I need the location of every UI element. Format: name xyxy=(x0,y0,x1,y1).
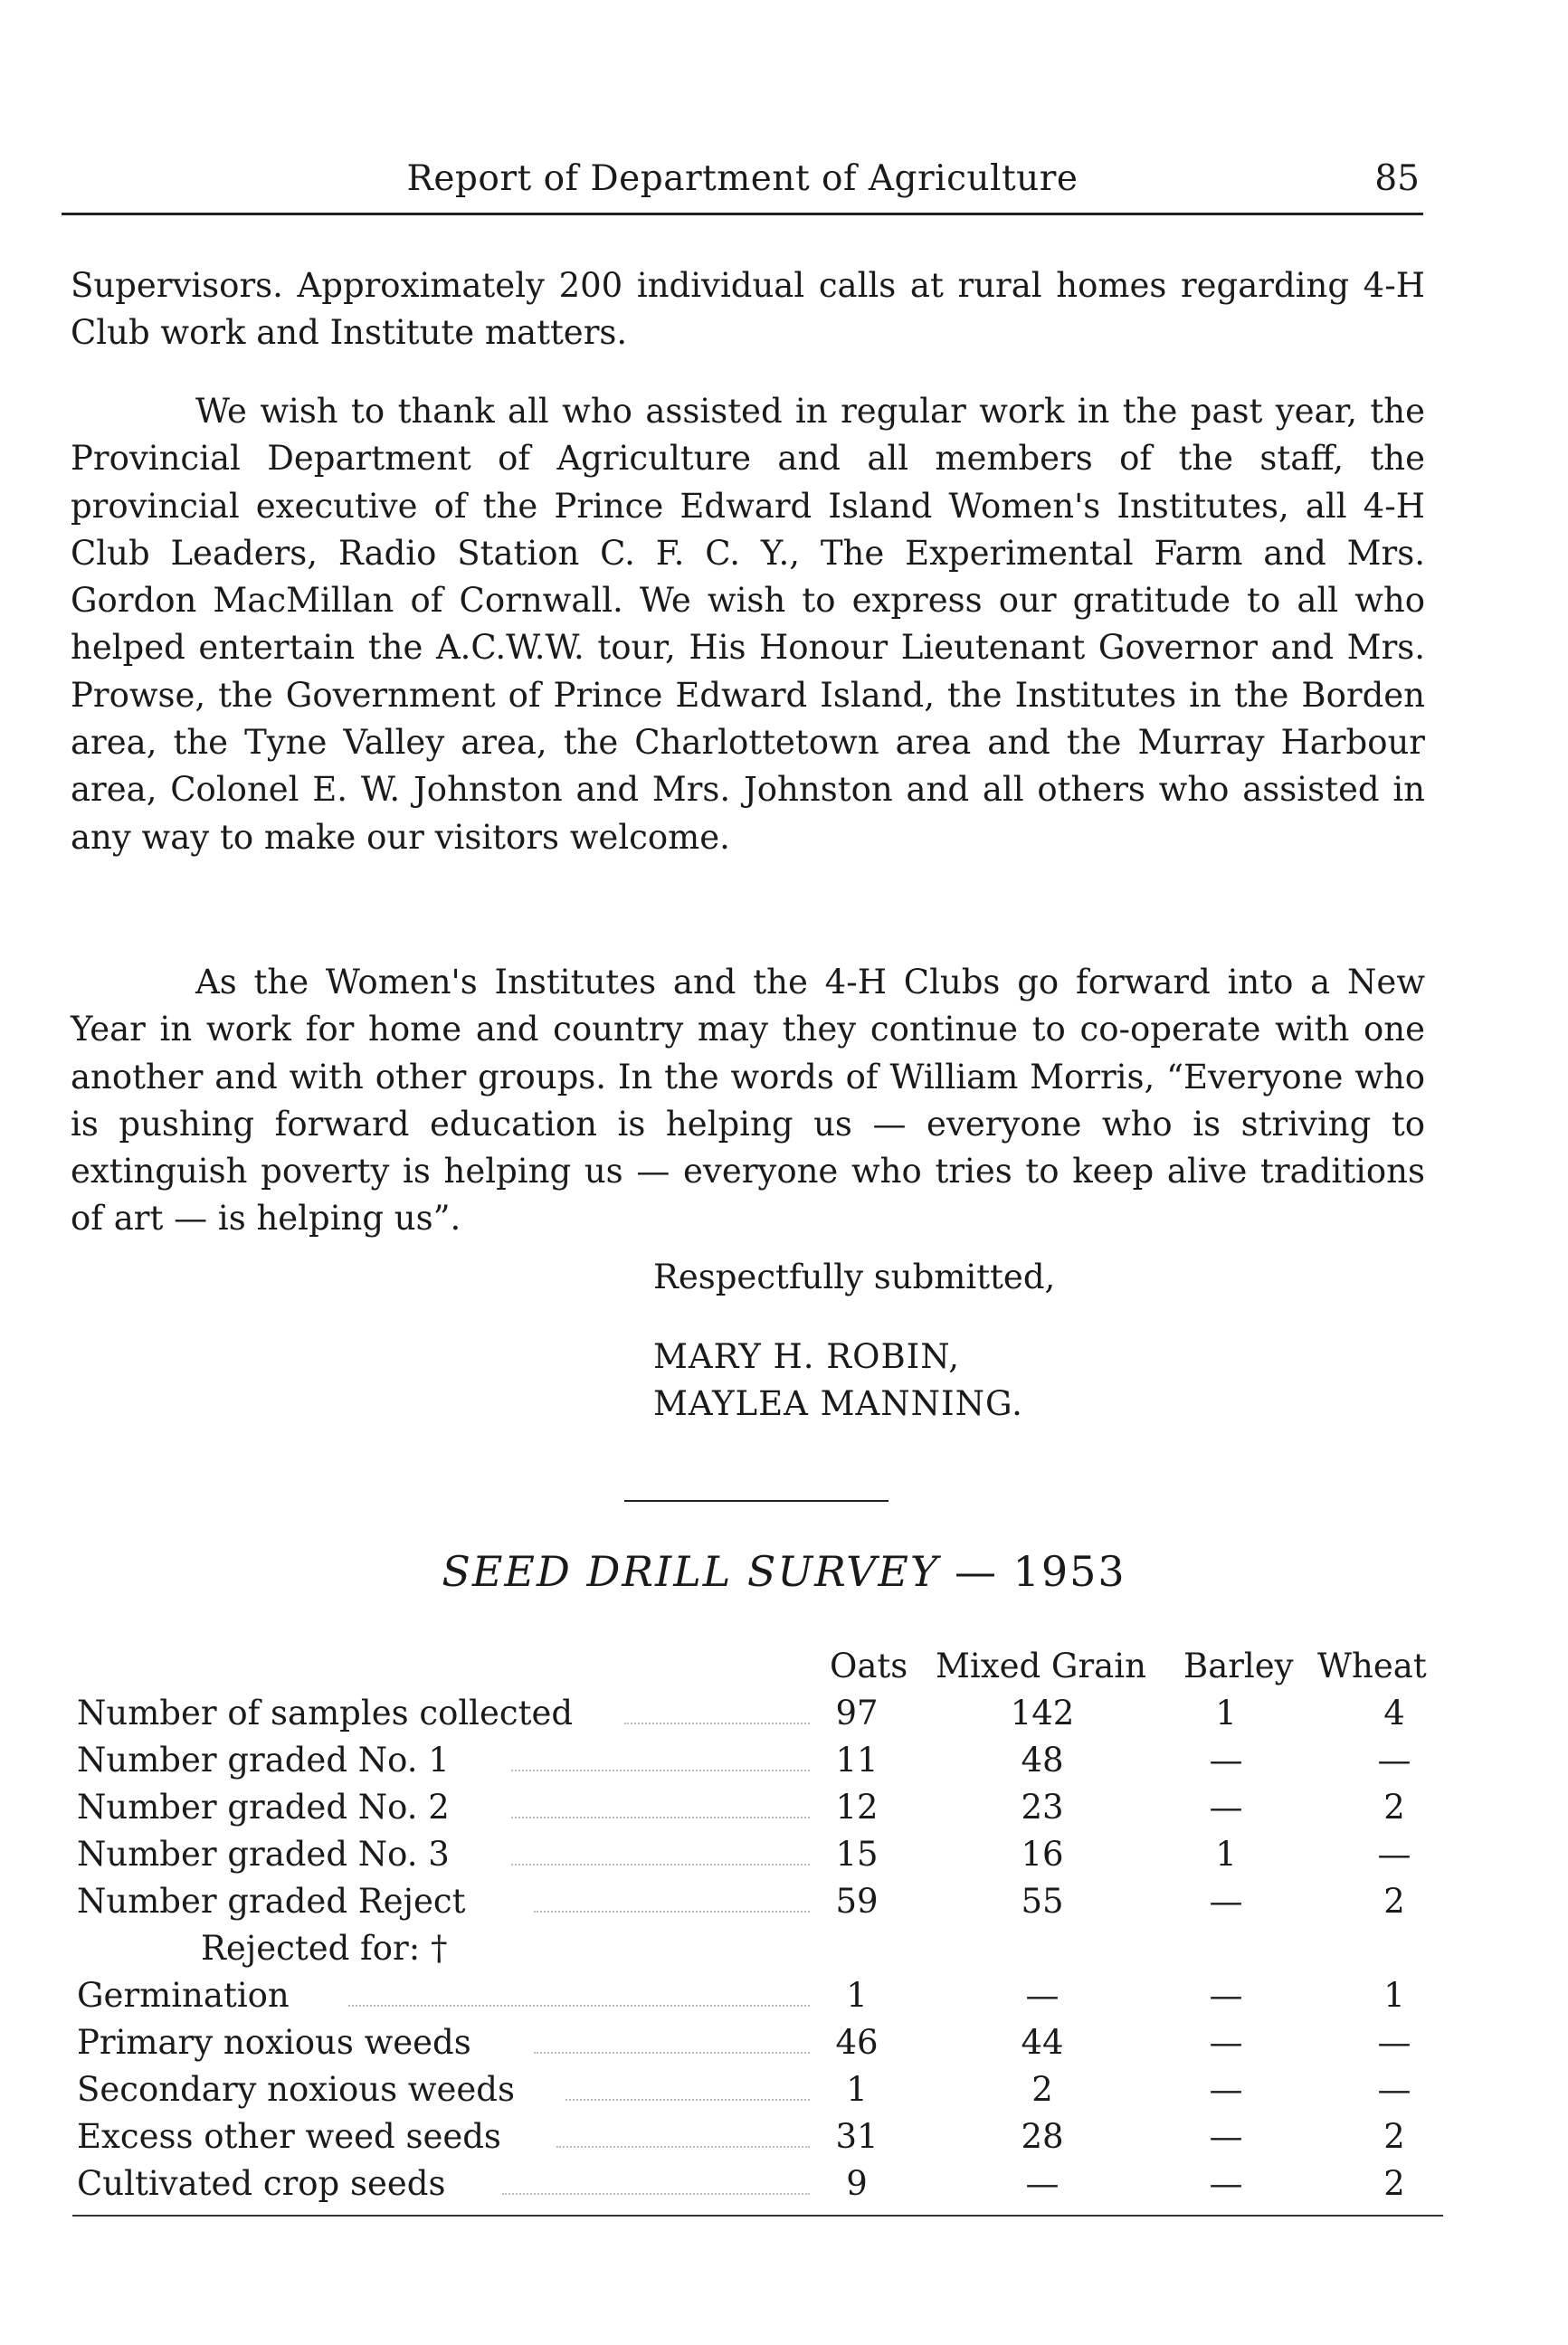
table-row xyxy=(0,1835,1568,1882)
cell-oats: 1 xyxy=(846,1976,868,2015)
cell-mixed-grain: 142 xyxy=(1010,1694,1075,1733)
paragraph-closing: As the Women's Institutes and the 4-H Clubs go forward into a New Year in work for home and country may they continue to co-operate with one another and with other groups. In the words of William Morris, “Everyone who is pushing forward education is helping us — everyone who is striving to extinguish poverty is helping us — everyone who tries to keep alive traditions of art — is helping us”. xyxy=(71,963,1425,1239)
signatory: MAYLEA MANNING. xyxy=(653,1384,1023,1423)
table-row xyxy=(0,2023,1568,2070)
cell-oats: 59 xyxy=(835,1882,879,1921)
dot-leader xyxy=(511,1770,810,1771)
cell-oats: 12 xyxy=(835,1788,879,1827)
row-label: Number graded No. 2 xyxy=(77,1788,450,1827)
cell-mixed-grain: — xyxy=(1025,2164,1060,2203)
table-title-main: SEED DRILL SURVEY xyxy=(442,1547,940,1596)
cell-wheat: 2 xyxy=(1383,1882,1405,1921)
row-label: Germination xyxy=(77,1976,290,2015)
paragraph-thanks: We wish to thank all who assisted in regular work in the past year, the Provincial Department of Agriculture and all members of the staff, the provincial executive of the Prince Edward Island Women's Institutes, all 4-H Club Leaders, Radio Station C. F. C. Y., The Experimental Farm and Mrs. Gordon MacMillan of Cornwall. We wish to express our gratitude to all who helped entertain the A.C.W.W. tour, His Honour Lieutenant Governor and Mrs. Prowse, the Government of Prince Edward Island, the Institutes in the Borden area, the Tyne Valley area, the Charlottetown area and the Murray Harbour area, Colonel E. W. Johnston and Mrs. Johnston and all others who assisted in any way to make our visitors welcome. xyxy=(71,392,1425,857)
dot-leader xyxy=(534,1911,810,1913)
cell-mixed-grain: 28 xyxy=(1021,2117,1064,2156)
row-label: Number of samples collected xyxy=(77,1694,574,1733)
cell-wheat: 2 xyxy=(1383,2164,1405,2203)
row-label: Secondary noxious weeds xyxy=(77,2070,515,2109)
table-row xyxy=(0,1929,1568,1976)
cell-wheat: 1 xyxy=(1383,1976,1405,2015)
cell-mixed-grain: 44 xyxy=(1021,2023,1064,2062)
table-row xyxy=(0,1694,1568,1741)
table-row xyxy=(0,1882,1568,1929)
cell-wheat: — xyxy=(1377,1835,1411,1874)
cell-wheat: 2 xyxy=(1383,2117,1405,2156)
dot-leader xyxy=(534,2052,810,2054)
row-label: Primary noxious weeds xyxy=(77,2023,471,2062)
cell-barley: — xyxy=(1209,1788,1243,1827)
cell-barley: 1 xyxy=(1215,1694,1237,1733)
dot-leader xyxy=(624,1723,810,1724)
cell-barley: — xyxy=(1209,1976,1243,2015)
row-label: Cultivated crop seeds xyxy=(77,2164,446,2203)
dot-leader xyxy=(511,1817,810,1818)
cell-oats: 31 xyxy=(835,2117,879,2156)
cell-barley: — xyxy=(1209,1741,1243,1780)
running-title: Report of Department of Agriculture xyxy=(406,158,1079,199)
row-label: Rejected for: † xyxy=(201,1929,448,1968)
cell-wheat: 2 xyxy=(1383,1788,1405,1827)
salutation: Respectfully submitted, xyxy=(653,1258,1056,1296)
cell-mixed-grain: 48 xyxy=(1021,1741,1064,1780)
paragraph-continuation: Supervisors. Approximately 200 individual calls at rural homes regarding 4-H Club work and Institute matters. xyxy=(71,266,1425,353)
row-label: Number graded Reject xyxy=(77,1882,466,1921)
cell-oats: 1 xyxy=(846,2070,868,2109)
cell-oats: 97 xyxy=(835,1694,879,1733)
cell-barley: — xyxy=(1209,2164,1243,2203)
page-number: 85 xyxy=(1374,158,1420,199)
table-title-year: — 1953 xyxy=(939,1547,1126,1596)
cell-oats: 9 xyxy=(846,2164,868,2203)
cell-wheat: — xyxy=(1377,2070,1411,2109)
row-label: Number graded No. 3 xyxy=(77,1835,450,1874)
column-header-wheat: Wheat xyxy=(1317,1647,1427,1685)
table-row xyxy=(0,1976,1568,2023)
running-header xyxy=(62,158,1423,215)
row-label: Number graded No. 1 xyxy=(77,1741,450,1780)
table-row xyxy=(0,2164,1568,2211)
dot-leader xyxy=(348,2005,810,2007)
cell-wheat: — xyxy=(1377,2023,1411,2062)
column-header-barley: Barley xyxy=(1183,1647,1294,1685)
cell-mixed-grain: 16 xyxy=(1021,1835,1064,1874)
table-row xyxy=(0,2117,1568,2164)
dot-leader xyxy=(502,2193,810,2195)
table-row xyxy=(0,2070,1568,2117)
dot-leader xyxy=(511,1864,810,1866)
table-title xyxy=(0,1547,1568,1596)
column-header-mixed-grain: Mixed Grain xyxy=(936,1647,1146,1685)
table-row xyxy=(0,1788,1568,1835)
cell-barley: 1 xyxy=(1215,1835,1237,1874)
cell-oats: 11 xyxy=(835,1741,879,1780)
table-row xyxy=(0,1741,1568,1788)
dot-leader xyxy=(556,2146,810,2148)
cell-wheat: 4 xyxy=(1383,1694,1405,1733)
cell-barley: — xyxy=(1209,1882,1243,1921)
cell-barley: — xyxy=(1209,2117,1243,2156)
cell-mixed-grain: 2 xyxy=(1031,2070,1053,2109)
cell-oats: 15 xyxy=(835,1835,879,1874)
cell-mixed-grain: 23 xyxy=(1021,1788,1064,1827)
cell-mixed-grain: 55 xyxy=(1021,1882,1064,1921)
cell-oats: 46 xyxy=(835,2023,879,2062)
row-label: Excess other weed seeds xyxy=(77,2117,501,2156)
cell-wheat: — xyxy=(1377,1741,1411,1780)
column-header-oats: Oats xyxy=(830,1647,908,1685)
cell-barley: — xyxy=(1209,2023,1243,2062)
table-bottom-rule xyxy=(72,2215,1443,2217)
signatory: MARY H. ROBIN, xyxy=(653,1337,961,1376)
section-divider xyxy=(624,1500,889,1502)
cell-mixed-grain: — xyxy=(1025,1976,1060,2015)
cell-barley: — xyxy=(1209,2070,1243,2109)
dot-leader xyxy=(565,2099,810,2101)
